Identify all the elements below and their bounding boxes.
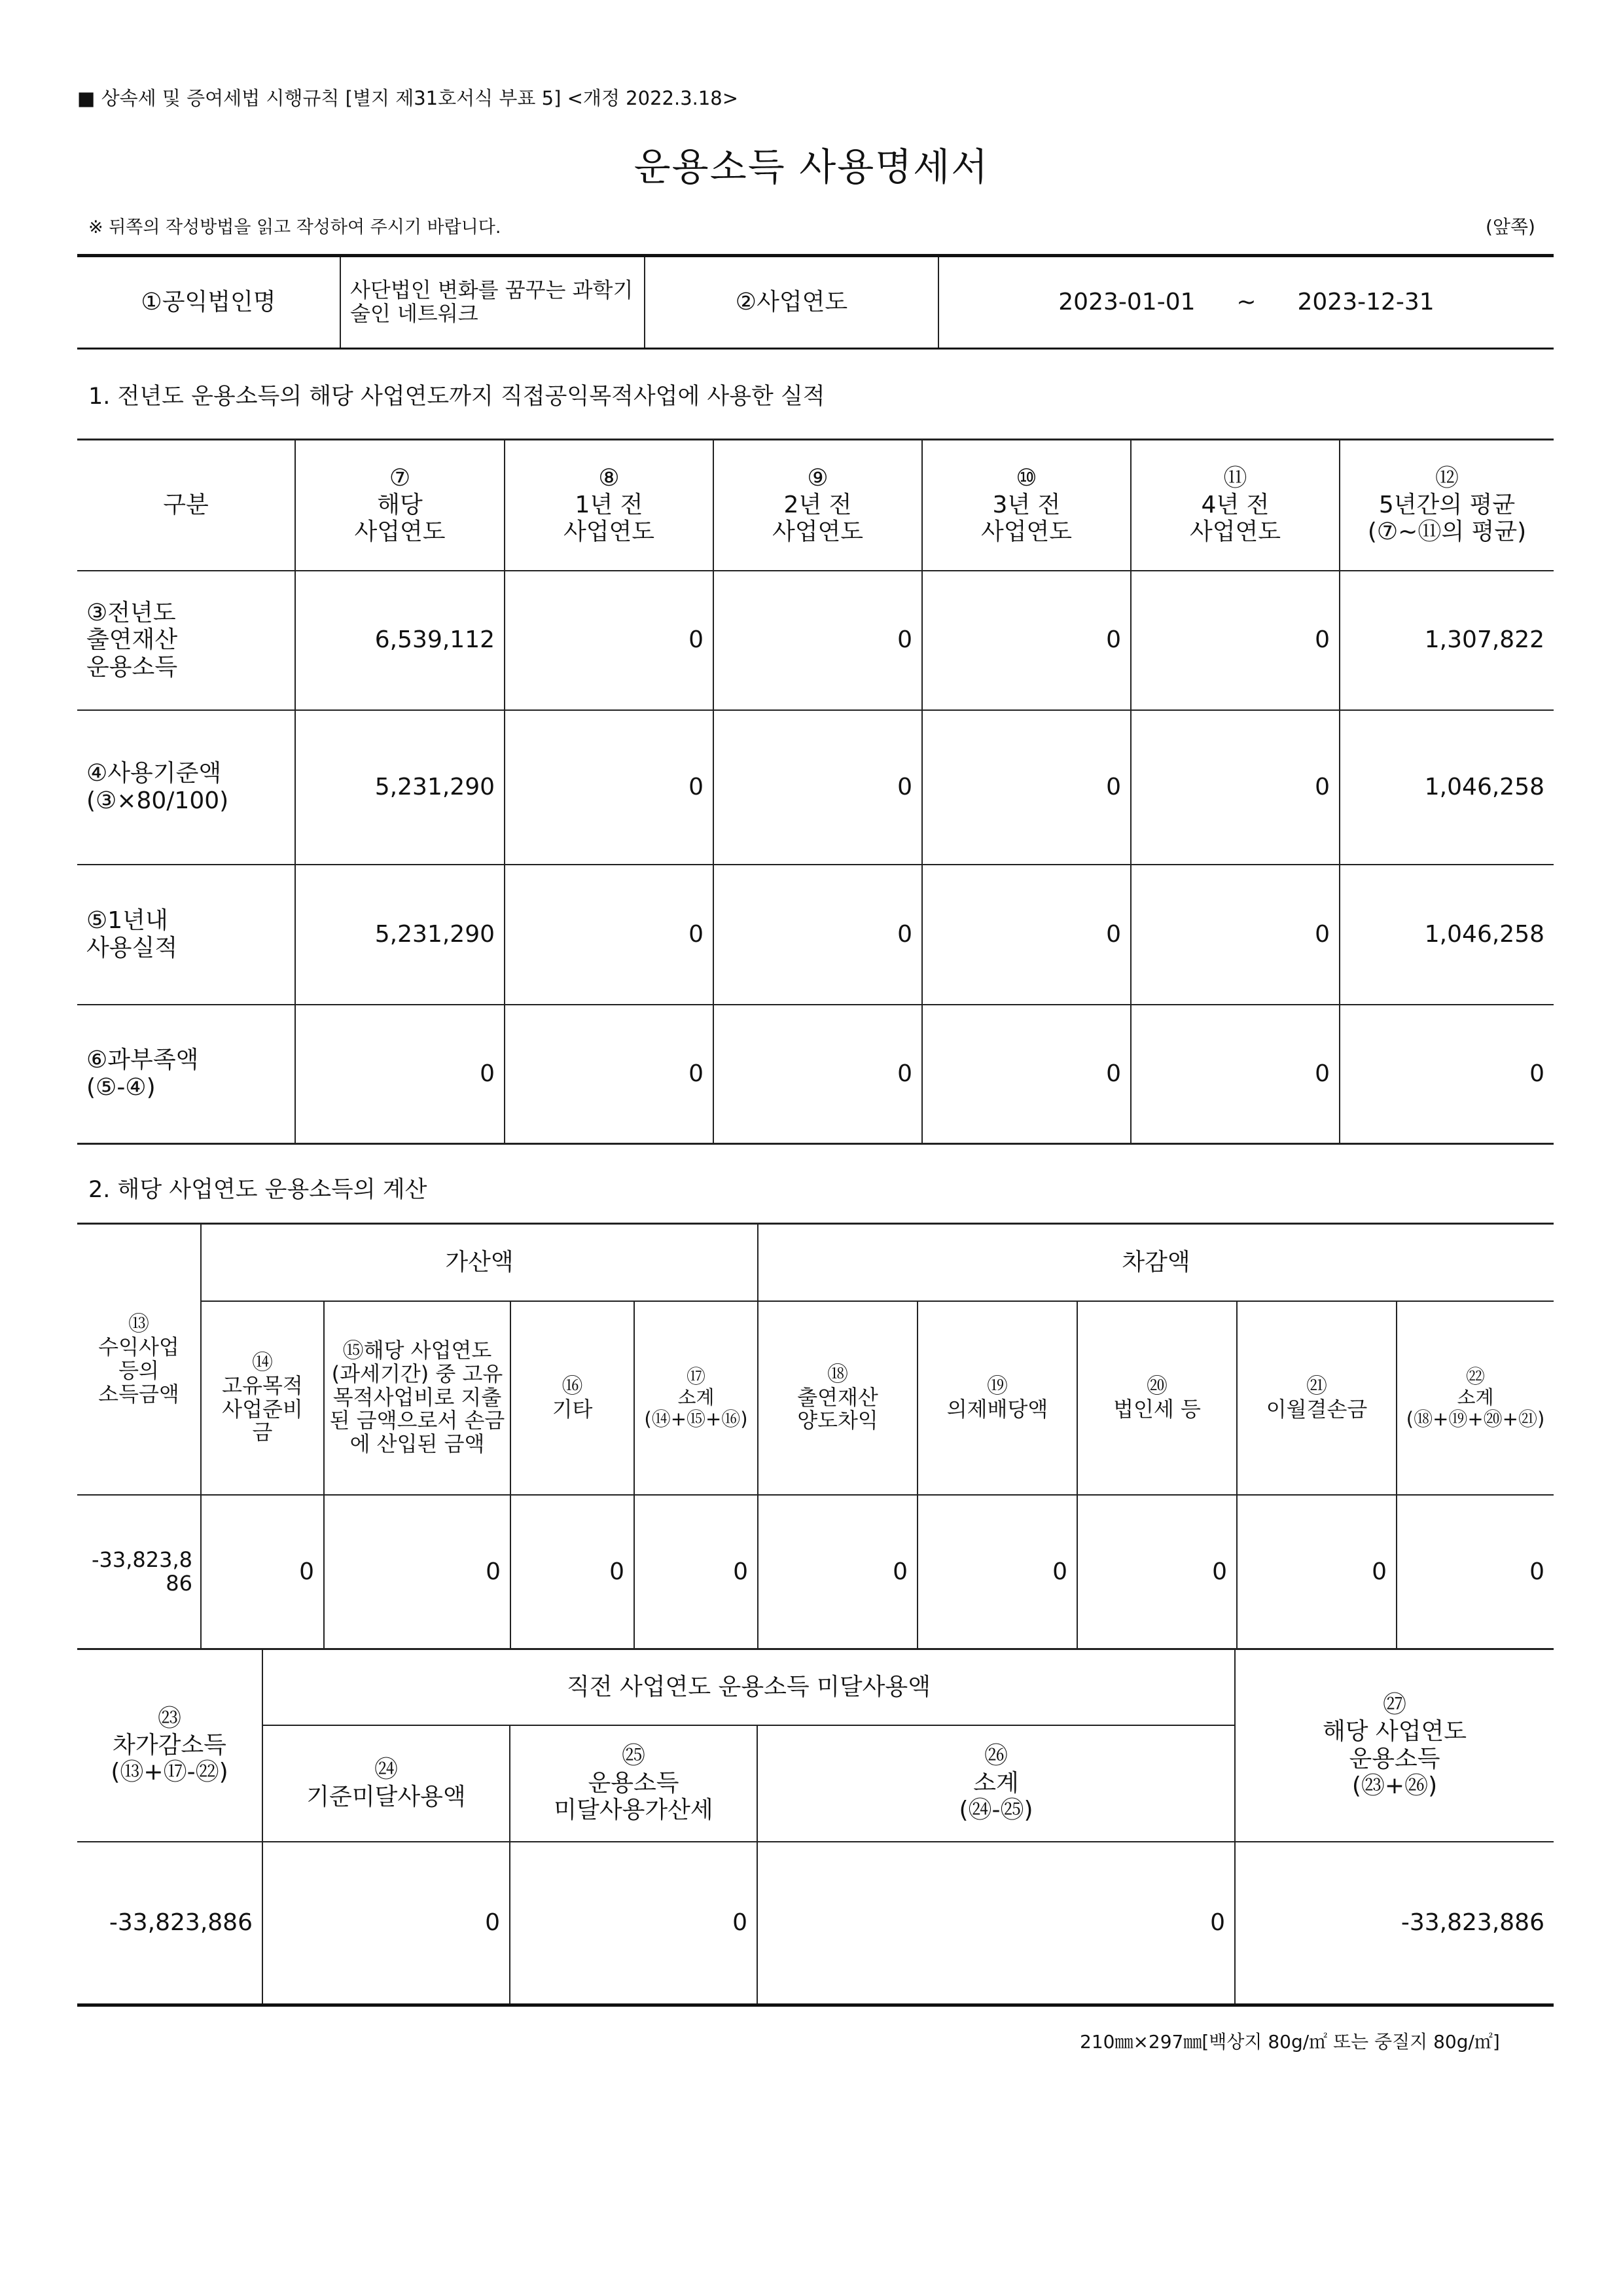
row-label: ⑤1년내 사용실적 [77, 865, 295, 1005]
add-header-17: ⑰ 소계 (⑭+⑮+⑯) [634, 1301, 758, 1495]
unused-header-25: ㉕ 운용소득 미달사용가산세 [510, 1725, 757, 1842]
period-end: 2023-12-31 [1297, 289, 1435, 316]
sub-header-19: ⑲ 의제배당액 [918, 1301, 1077, 1495]
table-row [77, 1005, 1554, 1144]
value-15: 0 [324, 1495, 510, 1649]
row-value: 0 [295, 1005, 505, 1144]
row-value: 0 [922, 865, 1131, 1005]
value-19: 0 [918, 1495, 1077, 1649]
value-25: 0 [510, 1842, 757, 2005]
row-value: 1,046,258 [1340, 710, 1554, 865]
section1-table [77, 439, 1554, 1145]
add-group-header: 가산액 [201, 1224, 758, 1301]
form-reference: ■ 상속세 및 증여세법 시행규칙 [별지 제31호서식 부표 5] <개정 2022.3.18> [77, 87, 739, 109]
row-value: 0 [505, 865, 713, 1005]
s1-header-num: ⑪ [1223, 464, 1247, 492]
section1-header-row [77, 440, 1554, 571]
period-label: ②사업연도 [645, 256, 938, 349]
s1-header-1 [295, 440, 505, 571]
value-26: 0 [757, 1842, 1235, 2005]
section1-title: 1. 전년도 운용소득의 해당 사업연도까지 직접공익목적사업에 사용한 실적 [88, 384, 825, 410]
value-27: -33,823,886 [1235, 1842, 1554, 2005]
row-value: 1,046,258 [1340, 865, 1554, 1005]
s1-header-4 [922, 440, 1131, 571]
section2-title: 2. 해당 사업연도 운용소득의 계산 [88, 1177, 427, 1203]
value-24: 0 [262, 1842, 510, 2005]
table-row [77, 710, 1554, 865]
table-row [77, 1495, 1554, 1649]
value-18: 0 [758, 1495, 918, 1649]
s1-header-label: 2년 전 사업연도 [772, 492, 864, 546]
row-value: 0 [922, 710, 1131, 865]
s1-header-label: 3년 전 사업연도 [980, 492, 1073, 546]
row-value: 0 [1340, 1005, 1554, 1144]
col13-header: ⑬ 수익사업 등의 소득금액 [77, 1224, 201, 1495]
value-22: 0 [1397, 1495, 1554, 1649]
sub-header-22: ㉒ 소계 (⑱+⑲+⑳+㉑) [1397, 1301, 1554, 1495]
row-value: 0 [1131, 571, 1340, 710]
add-header-16: ⑯ 기타 [510, 1301, 634, 1495]
row-value: 0 [713, 1005, 922, 1144]
row-value: 6,539,112 [295, 571, 505, 710]
table-row [77, 865, 1554, 1005]
row-value: 5,231,290 [295, 865, 505, 1005]
table-row [77, 571, 1554, 710]
row-value: 0 [505, 710, 713, 865]
row-label: ④사용기준액 (③×80/100) [77, 710, 295, 865]
value-21: 0 [1237, 1495, 1397, 1649]
sub-header-18: ⑱ 출연재산 양도차익 [758, 1301, 918, 1495]
row-value: 0 [1131, 1005, 1340, 1144]
guide-note: ※ 뒤쪽의 작성방법을 읽고 작성하여 주시기 바랍니다. [88, 217, 501, 238]
s1-header-num: ⑩ [1016, 464, 1037, 492]
sub-group-header: 차감액 [758, 1224, 1554, 1301]
row-value: 0 [505, 571, 713, 710]
s1-header-label: 구분 [163, 492, 209, 519]
s1-header-6 [1340, 440, 1554, 571]
row-value: 0 [713, 865, 922, 1005]
row-value: 5,231,290 [295, 710, 505, 865]
s1-header-num: ⑨ [807, 464, 829, 492]
unused-header-26: ㉖ 소계 (㉔-㉕) [757, 1725, 1235, 1842]
value-16: 0 [510, 1495, 634, 1649]
paper-spec: 210㎜×297㎜[백상지 80g/㎡ 또는 중질지 80g/㎡] [1080, 2031, 1500, 2053]
s1-header-num: ⑧ [598, 464, 620, 492]
col27-header: ㉗ 해당 사업연도 운용소득 (㉓+㉖) [1235, 1649, 1554, 1842]
s1-header-3 [713, 440, 922, 571]
value-13: -33,823,886 [77, 1495, 201, 1649]
s1-header-num: ⑫ [1435, 464, 1459, 492]
row-value: 0 [505, 1005, 713, 1144]
add-header-14: ⑭ 고유목적 사업준비 금 [201, 1301, 324, 1495]
unused-header-24: ㉔ 기준미달사용액 [262, 1725, 510, 1842]
corp-name-value: 사단법인 변화를 꿈꾸는 과학기술인 네트워크 [340, 256, 645, 349]
value-23: -33,823,886 [77, 1842, 262, 2005]
s1-header-label: 4년 전 사업연도 [1189, 492, 1281, 546]
row-label: ③전년도 출연재산 운용소득 [77, 571, 295, 710]
value-20: 0 [1077, 1495, 1237, 1649]
s1-header-0 [77, 440, 295, 571]
row-value: 0 [922, 1005, 1131, 1144]
value-17: 0 [634, 1495, 758, 1649]
section2-table-b [77, 1648, 1554, 2007]
page-title: 운용소득 사용명세서 [633, 145, 990, 189]
row-value: 0 [1131, 865, 1340, 1005]
row-label: ⑥과부족액 (⑤-④) [77, 1005, 295, 1144]
row-value: 1,307,822 [1340, 571, 1554, 710]
period-value [938, 256, 1554, 349]
sub-header-21: ㉑ 이월결손금 [1237, 1301, 1397, 1495]
s1-header-label: 해당 사업연도 [354, 492, 446, 546]
sub-header-20: ⑳ 법인세 등 [1077, 1301, 1237, 1495]
info-table [77, 254, 1554, 350]
s1-header-2 [505, 440, 713, 571]
s1-header-label: 5년간의 평균 (⑦~⑪의 평균) [1367, 492, 1527, 546]
unused-group-header: 직전 사업연도 운용소득 미달사용액 [262, 1649, 1235, 1725]
period-start: 2023-01-01 [1058, 289, 1196, 316]
period-separator: ~ [1236, 289, 1257, 316]
row-value: 0 [922, 571, 1131, 710]
s1-header-5 [1131, 440, 1340, 571]
table-row [77, 1842, 1554, 2005]
section2-table [77, 1223, 1554, 1650]
row-value: 0 [1131, 710, 1340, 865]
corp-name-label: ①공익법인명 [77, 256, 340, 349]
row-value: 0 [713, 571, 922, 710]
value-14: 0 [201, 1495, 324, 1649]
s1-header-label: 1년 전 사업연도 [563, 492, 655, 546]
row-value: 0 [713, 710, 922, 865]
col23-header: ㉓ 차가감소득 (⑬+⑰-㉒) [77, 1649, 262, 1842]
page-side-label: (앞쪽) [1486, 216, 1535, 238]
s1-header-num: ⑦ [389, 464, 411, 492]
add-header-15: ⑮해당 사업연도 (과세기간) 중 고유목적사업비로 지출된 금액으로서 손금에 산입된 금액 [324, 1301, 510, 1495]
